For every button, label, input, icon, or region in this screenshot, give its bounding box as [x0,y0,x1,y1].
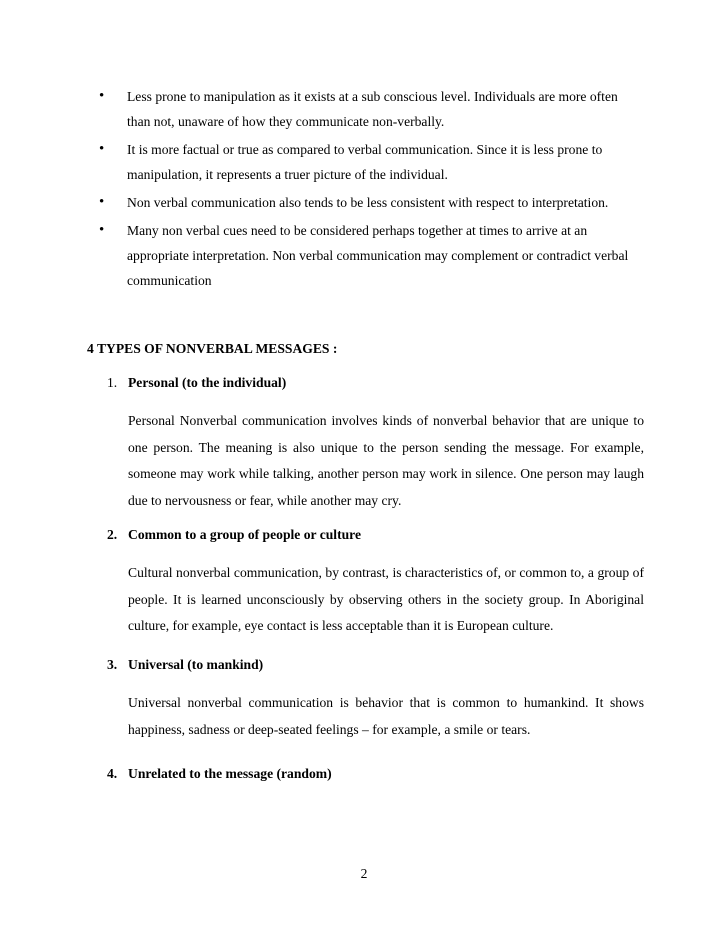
bullet-item [98,84,643,134]
item-title: Universal (to mankind) [128,657,264,672]
item-heading [107,761,644,786]
section-heading: 4 TYPES OF NONVERBAL MESSAGES : [87,341,338,356]
item-heading [107,652,644,677]
message-type-item [107,761,644,786]
page-number: 2 [360,866,368,881]
item-title: Common to a group of people or culture [128,527,361,542]
bullet-text: It is more factual or true as compared to verbal communication. Since it is less prone to manipulation, it represents a truer picture of the individual. [127,142,603,182]
bullet-icon: • [99,222,105,238]
item-body: Personal Nonverbal communication involves kinds of nonverbal behavior that are unique to one person. The meaning is also unique to the person sending the message. For example, someone may work while talking, another person may work in silence. One person may laugh due to nervousness or fear, while another may cry. [128,413,644,508]
item-title: Unrelated to the message (random) [128,766,332,781]
message-type-item [107,652,644,743]
item-number: 4. [107,766,118,781]
bullet-item [98,218,643,293]
bullet-text: Less prone to manipulation as it exists at a sub conscious level. Individuals are more often than not, unaware of how they communicate non-verbally. [127,89,618,129]
bullet-text: Many non verbal cues need to be considered perhaps together at times to arrive at an appropriate interpretation. Non verbal communication may complement or contradict verbal communication [127,223,629,288]
item-body: Universal nonverbal communication is behavior that is common to humankind. It shows happiness, sadness or deep-seated feelings – for example, a smile or tears. [128,695,644,737]
bullet-list [98,84,643,296]
message-type-item [107,522,644,640]
bullet-icon: • [99,194,105,210]
item-heading [107,370,644,395]
item-number: 3. [107,657,118,672]
bullet-icon: • [99,88,105,104]
item-number: 2. [107,527,118,542]
item-body: Cultural nonverbal communication, by contrast, is characteristics of, or common to, a group of people. It is learned unconsciously by observing others in the society group. In Aboriginal culture, for example, eye contact is less acceptable than it is European culture. [128,565,644,633]
message-type-item [107,370,644,514]
bullet-icon: • [99,141,105,157]
bullet-item [98,137,643,187]
item-title: Personal (to the individual) [128,375,287,390]
item-heading [107,522,644,547]
item-number: 1. [107,375,118,390]
bullet-text: Non verbal communication also tends to be less consistent with respect to interpretation. [127,195,609,210]
bullet-item [98,190,643,215]
